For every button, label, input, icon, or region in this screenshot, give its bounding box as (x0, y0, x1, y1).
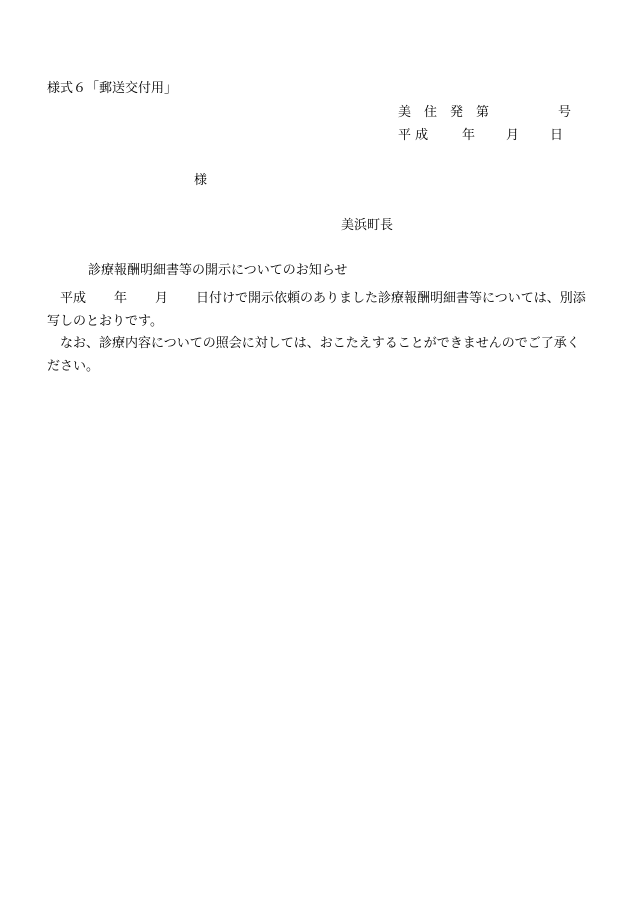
paragraph1-rest: 日付けで開示依頼のありました診療報酬明細書等については、別添写しのとおりです。 (47, 291, 586, 329)
body-paragraph-1 (47, 287, 587, 333)
paragraph2-text: なお、診療内容についての照会に対しては、おこたえすることができませんのでご了承ください。 (47, 336, 580, 374)
date-line (398, 129, 563, 143)
date-era: 平 成 (398, 128, 429, 143)
paragraph1-era: 平成 (60, 291, 87, 306)
date-day: 日 (550, 128, 564, 143)
reference-number-line (398, 106, 573, 120)
date-month: 月 (506, 128, 520, 143)
paragraph1-month: 月 (155, 291, 169, 306)
paragraph1-year: 年 (114, 291, 128, 306)
sender-name: 美浜町長 (341, 218, 394, 233)
date-year: 年 (462, 128, 476, 143)
reference-suffix: 号 (558, 105, 572, 120)
body-paragraph-2 (47, 332, 587, 378)
reference-prefix: 美 住 発 第 (398, 105, 490, 120)
addressee-suffix: 様 (194, 173, 208, 188)
form-label: 様式６「郵送交付用」 (47, 81, 178, 96)
document-subject: 診療報酬明細書等の開示についてのお知らせ (88, 263, 348, 278)
